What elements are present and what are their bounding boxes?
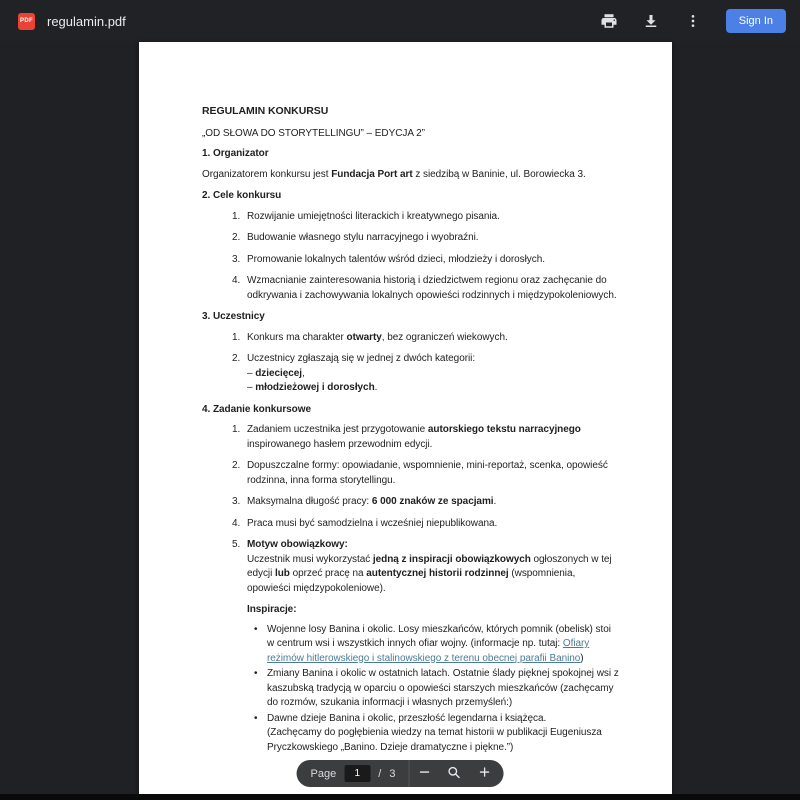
bullet-list — [202, 623, 620, 756]
kebab-menu-icon — [685, 12, 701, 30]
list-item — [202, 459, 620, 488]
pdf-file-icon: PDF — [18, 13, 35, 30]
text: Uczestnicy zgłaszają się w jednej z dwóch kategorii: — [247, 353, 476, 364]
download-button[interactable] — [641, 11, 661, 31]
download-icon — [642, 12, 660, 30]
page-count: 3 — [389, 767, 396, 780]
page-label: Page — [310, 767, 337, 780]
text: Dopuszczalne formy: opowiadanie, wspomnienie, mini-reportaż, scenka, opowieść rodzinna, inna forma storytellingu. — [247, 460, 608, 486]
numbered-list — [202, 210, 620, 304]
list-item — [202, 253, 620, 268]
list-item — [202, 231, 620, 246]
bullet-item — [202, 623, 620, 667]
paragraph — [202, 168, 620, 183]
text: Praca musi być samodzielna i wcześniej niepublikowana. — [247, 517, 498, 529]
list-item — [202, 517, 620, 532]
bold-text: jedną z inspiracji obowiązkowych — [372, 553, 531, 565]
bold-text: lub — [275, 568, 290, 579]
bullet-item — [202, 667, 620, 711]
page-toolbar — [297, 760, 504, 787]
text: Promowanie lokalnych talentów wśród dzieci, młodzieży i dorosłych. — [247, 253, 545, 265]
text: Budowanie własnego stylu narracyjnego i wyobraźni. — [247, 232, 479, 243]
doc-section — [202, 147, 620, 182]
bold-text: 6 000 znaków ze spacjami — [371, 496, 494, 507]
pdf-page — [139, 42, 672, 794]
zoom-button[interactable] — [439, 760, 469, 787]
minus-icon — [417, 765, 431, 782]
bold-text: otwarty — [346, 331, 382, 343]
list-item — [202, 423, 620, 452]
text: Konkurs ma charakter — [247, 331, 347, 343]
bold-text: Fundacja Port art — [331, 168, 413, 180]
viewport-bottom-edge — [0, 794, 800, 800]
text: (wspomnienia, opowieści międzypokoleniowe). — [247, 568, 576, 594]
file-title: regulamin.pdf — [47, 13, 126, 29]
text: inspirowanego hasłem przewodnim edycji. — [247, 438, 433, 450]
sign-in-button[interactable]: Sign In — [726, 9, 786, 33]
toolbar-actions — [588, 9, 786, 33]
text: (Zachęcamy do pogłębienia wiedzy na temat historii w publikacji Eugeniusza Pryczkowskiego „Banino. Dzieje dramatyczne i piękne.”) — [267, 727, 602, 753]
list-item — [202, 495, 620, 510]
print-button[interactable] — [599, 11, 619, 31]
doc-section — [202, 189, 620, 303]
list-item — [202, 274, 620, 303]
text: Organizatorem konkursu jest — [202, 168, 332, 180]
text: z siedzibą w Baninie, ul. Borowiecka 3. — [412, 168, 586, 180]
doc-section — [202, 310, 620, 396]
bold-text: dziecięcej — [255, 367, 303, 379]
section-heading: 2. Cele konkursu — [202, 190, 282, 201]
section-heading: 4. Zadanie konkursowe — [202, 403, 311, 415]
document-subtitle: „OD SŁOWA DO STORYTELLINGU” – EDYCJA 2” — [202, 127, 425, 139]
text: . — [374, 382, 378, 393]
list-item — [202, 538, 620, 596]
plus-icon — [477, 765, 491, 782]
bold-text: autentycznej historii rodzinnej — [366, 568, 509, 579]
document-title: REGULAMIN KONKURSU — [202, 105, 329, 117]
list-item — [202, 352, 620, 396]
text: ) — [580, 652, 584, 664]
numbered-list — [202, 423, 620, 596]
print-icon — [600, 12, 618, 30]
text: Maksymalna długość pracy: — [247, 496, 372, 507]
text: . — [493, 496, 497, 507]
text: Uczestnik musi wykorzystać — [247, 553, 373, 565]
text: – — [247, 382, 256, 393]
list-item — [202, 210, 620, 225]
text: Zmiany Banina i okolic w ostatnich latach. Ostatnie ślady pięknej spokojnej wsi z kaszubską tradycją w oparciu o opowieści starszych mieszkańców (zachęcamy do rozmów, szukania informacji i własnych przemyśleń:) — [267, 668, 619, 708]
inline-link[interactable]: Ofiary reżimów hitlerowskiego i stalinowskiego z terenu obecnej parafii Banino — [267, 638, 590, 664]
bold-text: Motyw obowiązkowy: — [247, 539, 348, 550]
text: oprzeć pracę na — [289, 568, 367, 579]
doc-section — [202, 403, 620, 756]
numbered-list — [202, 331, 620, 396]
top-toolbar — [0, 0, 800, 42]
bold-text: młodzieżowej i dorosłych — [255, 382, 375, 393]
text: Wojenne losy Banina i okolic. Losy mieszkańców, których pomnik (obelisk) stoi w centrum wsi i wszystkich innych ofiar wojny. (informacje np. tutaj: — [267, 623, 611, 649]
text: Zadaniem uczestnika jest przygotowanie — [247, 424, 428, 435]
bold-text: autorskiego tekstu narracyjnego — [427, 424, 581, 435]
section-heading: 1. Organizator — [202, 148, 269, 159]
text: – — [247, 367, 256, 379]
bullet-item — [202, 712, 620, 756]
page-number-input[interactable] — [344, 765, 370, 782]
section-heading: 3. Uczestnicy — [202, 311, 265, 322]
zoom-out-button[interactable] — [409, 760, 439, 787]
list-item — [202, 331, 620, 346]
zoom-in-button[interactable] — [469, 760, 499, 787]
text: , bez ograniczeń wiekowych. — [381, 331, 508, 343]
document-content — [139, 42, 672, 794]
doc-sections — [202, 147, 620, 755]
text: Dawne dzieje Banina i okolic, przeszłość legendarna i książęca. — [267, 712, 547, 724]
text: ogłoszonych w tej edycji — [247, 553, 612, 579]
magnifier-icon — [447, 765, 462, 783]
inspirations-heading: Inspiracje: — [247, 604, 297, 615]
text: Wzmacnianie zainteresowania historią i dziedzictwem regionu oraz zachęcanie do odkrywania i zachowywania lokalnych opowieści rodzinnych i międzypokoleniowych. — [247, 275, 617, 301]
text: Rozwijanie umiejętności literackich i kreatywnego pisania. — [247, 210, 500, 222]
more-options-button[interactable] — [683, 11, 703, 31]
page-separator: / — [378, 767, 382, 780]
text: , — [302, 367, 305, 379]
